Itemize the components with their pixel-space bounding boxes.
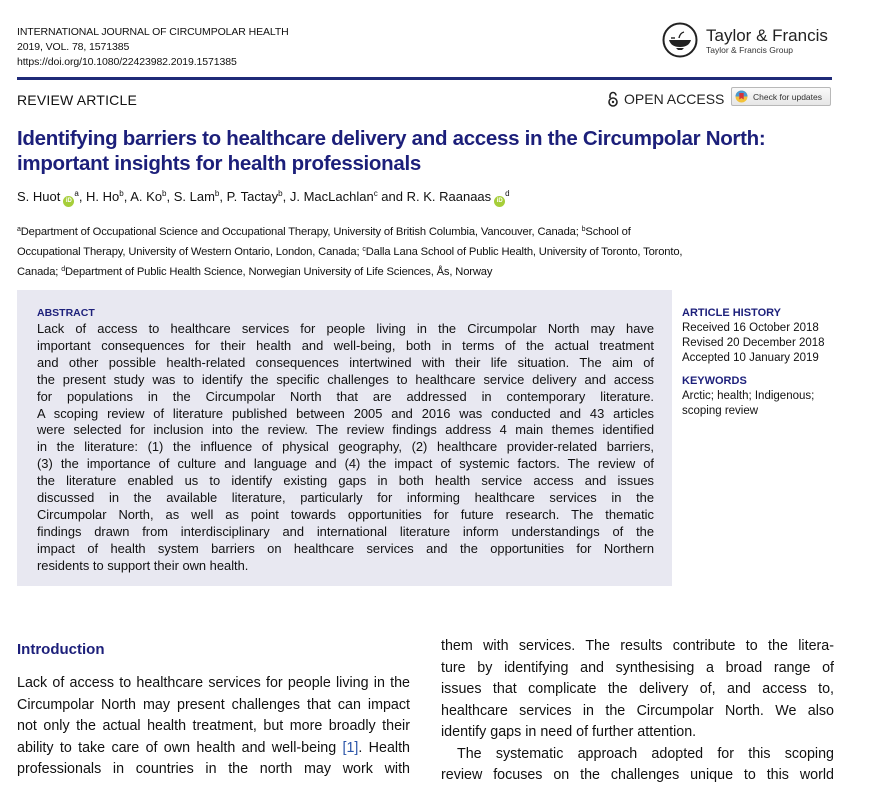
affiliation-marker: b xyxy=(214,189,220,198)
crossmark-icon xyxy=(735,90,748,103)
abstract-line: the literature enabled us to identify existing gaps in both health service access and issues xyxy=(37,473,654,489)
body-line: identify gaps in need of further attention. xyxy=(441,724,697,740)
body-line: professionals in countries in the north may work with xyxy=(17,761,410,777)
abstract-text xyxy=(37,321,654,575)
open-access-badge xyxy=(607,91,724,107)
body-line: ability to take care of own health and well-being [1]. Health xyxy=(17,739,410,756)
affiliation-marker: b xyxy=(278,189,283,198)
affiliation-marker: d xyxy=(61,266,65,273)
abstract-line: residents to support their own health. xyxy=(37,557,249,573)
affiliation-text: Dalla Lana School of Public Health, University of Toronto, Toronto, xyxy=(365,246,683,258)
accepted-date: Accepted 10 January 2019 xyxy=(682,352,819,364)
affiliation-text: Occupational Therapy, University of Western Ontario, London, Canada; xyxy=(17,246,363,258)
abstract-line: impact of health system barriers on healthcare services and the opportunities for Northern xyxy=(37,540,654,556)
affiliation-marker: c xyxy=(373,189,378,198)
citation-link[interactable]: [1] xyxy=(342,739,359,756)
article-history-heading: ARTICLE HISTORY xyxy=(682,307,782,319)
received-date: Received 16 October 2018 xyxy=(682,322,819,334)
publisher-group: Taylor & Francis Group xyxy=(706,44,793,55)
affiliation-marker: d xyxy=(505,189,510,198)
abstract-line: the present study was to identify the specific challenges to healthcare service delivery and access xyxy=(37,371,654,387)
abstract-line: in the literature: (1) the influence of physical geography, (2) healthcare provider-related barriers, xyxy=(37,439,654,455)
affiliation-text: Department of Occupational Science and Occupational Therapy, University of British Columbia, Vancouver, Canada; xyxy=(20,226,582,238)
affiliation-text: School of xyxy=(585,226,631,238)
abstract-line: were selected for inclusion into the review. The review findings address 4 main themes identified xyxy=(37,422,654,438)
abstract-line: Lack of access to healthcare services for people living in the Circumpolar North may have xyxy=(37,321,654,336)
body-line: Circumpolar North may present challenges that can impact xyxy=(17,696,410,713)
author-name[interactable]: P. Tactay xyxy=(226,189,279,204)
affiliation-line xyxy=(17,221,847,241)
affiliation-line xyxy=(17,261,847,281)
journal-name: INTERNATIONAL JOURNAL OF CIRCUMPOLAR HEALTH xyxy=(17,26,289,38)
volume-info: 2019, VOL. 78, 1571385 xyxy=(17,41,130,53)
affiliation-marker: b xyxy=(119,189,124,198)
abstract-heading: ABSTRACT xyxy=(37,307,95,319)
affiliation-line xyxy=(17,241,847,261)
publisher-name: Taylor & Francis xyxy=(706,25,828,45)
lamp-emblem-icon xyxy=(662,22,698,58)
abstract-line: important consequences for their health and well-being, both in terms of the actual treatment xyxy=(37,337,654,353)
body-line: not only the actual health treatment, but more broadly their xyxy=(17,718,410,734)
title-line: Identifying barriers to healthcare delivery and access in the Circumpolar North: xyxy=(17,127,766,150)
author-name[interactable]: J. MacLachlan xyxy=(289,189,374,204)
affiliation-marker: b xyxy=(162,189,167,198)
body-line: healthcare services in the Circumpolar North. We also xyxy=(441,702,834,719)
body-line: issues that complicate the delivery of, and access to, xyxy=(441,681,834,697)
doi-link[interactable]: https://doi.org/10.1080/22423982.2019.1571385 xyxy=(17,56,237,68)
keywords-heading: KEYWORDS xyxy=(682,375,747,387)
open-lock-icon xyxy=(607,91,619,107)
journal-header xyxy=(17,25,289,70)
abstract-line: (3) the importance of culture and language and (4) the impact of systemic factors. The review of xyxy=(37,456,654,472)
body-column-left xyxy=(17,673,410,781)
keywords-line: Arctic; health; Indigenous; xyxy=(682,390,815,402)
article-title xyxy=(17,126,847,176)
abstract-line: discussed in the available literature, particularly for informing healthcare services in the xyxy=(37,490,654,506)
body-line: them with services. The results contribute to the litera- xyxy=(441,638,834,654)
author-name[interactable]: S. Huot xyxy=(17,189,61,204)
body-line: review focuses on the challenges unique to this world xyxy=(441,767,834,783)
body-line: Lack of access to healthcare services for people living in the xyxy=(17,675,410,691)
abstract-line: for populations in the Circumpolar North that are addressed in contemporary literature. xyxy=(37,388,654,404)
abstract-line: findings drawn from interdisciplinary and international literature inform understandings of the xyxy=(37,523,654,539)
header-rule xyxy=(17,77,832,80)
affiliations xyxy=(17,221,847,281)
revised-date: Revised 20 December 2018 xyxy=(682,337,825,349)
article-type: REVIEW ARTICLE xyxy=(17,92,138,108)
section-heading-introduction: Introduction xyxy=(17,641,105,658)
abstract-line: Circumpolar North, as well as point towards opportunities for future research. The thematic xyxy=(37,506,654,522)
affiliation-text: Canada; xyxy=(17,266,62,278)
affiliation-marker: c xyxy=(362,246,366,253)
abstract-line: and other possible health-related consequences intertwined with their life situation. The aim of xyxy=(37,354,654,370)
abstract-line: A scoping review of literature published between 2005 and 2016 was conducted and 43 articles xyxy=(37,405,654,421)
affiliation-marker: a xyxy=(17,226,21,233)
author-name[interactable]: A. Ko xyxy=(130,189,163,204)
body-column-right xyxy=(441,636,834,787)
publisher-logo[interactable] xyxy=(662,22,828,58)
affiliation-marker: b xyxy=(581,226,586,233)
author-name[interactable]: H. Ho xyxy=(86,189,120,204)
orcid-icon[interactable]: iD xyxy=(63,196,74,207)
orcid-icon[interactable]: iD xyxy=(494,196,505,207)
author-name[interactable]: S. Lam xyxy=(173,189,215,204)
body-line: ture by identifying and synthesising a broad range of xyxy=(441,659,834,676)
title-line: important insights for health professionals xyxy=(17,152,421,175)
check-for-updates-button[interactable] xyxy=(731,87,831,106)
check-for-updates-label: Check for updates xyxy=(753,91,822,102)
keywords-line: scoping review xyxy=(682,405,759,417)
body-line: The systematic approach adopted for this scoping xyxy=(457,745,834,762)
affiliation-marker: a xyxy=(74,189,79,198)
affiliation-text: Department of Public Health Science, Norwegian University of Life Sciences, Ås, Norway xyxy=(64,266,493,278)
spacer xyxy=(682,366,825,374)
author-name[interactable]: R. K. Raanaas xyxy=(406,189,492,204)
article-sidebar xyxy=(682,306,825,419)
open-access-label: OPEN ACCESS xyxy=(624,91,725,107)
author-list: S. Huot $iD^a$, H. Ho$^b$, A. Ko$^b$, S. Lam$^b$, P. Tactay$^b$, J. MacLachlan$^c$ and R. K. Raanaas $iD^d$ xyxy=(17,189,510,207)
